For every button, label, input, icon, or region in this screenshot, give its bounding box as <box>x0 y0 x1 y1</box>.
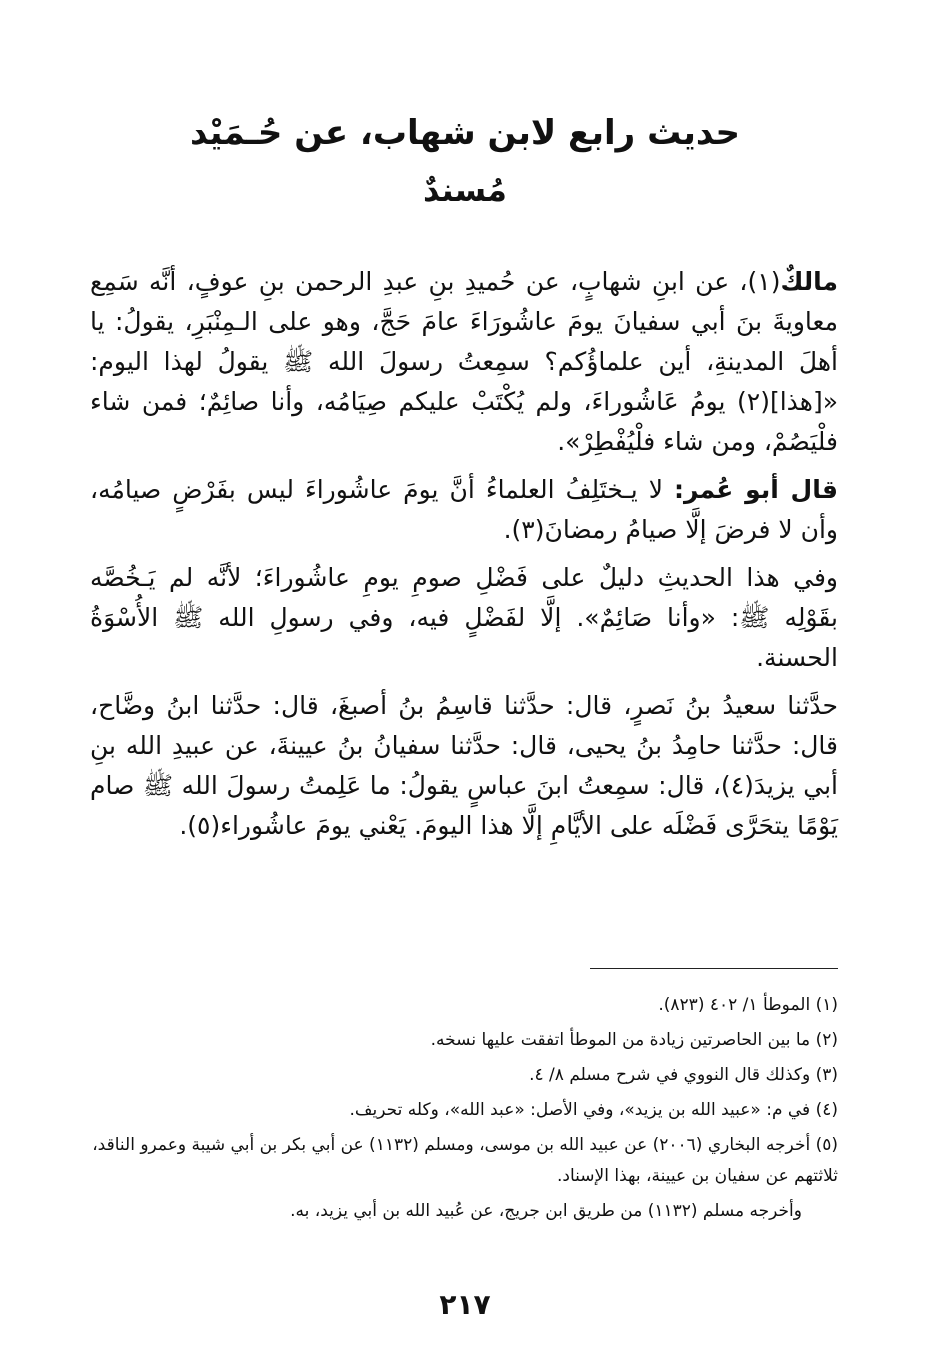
page-title: حديث رابع لابن شهاب، عن حُـمَيْد <box>190 113 740 153</box>
main-text <box>90 262 838 854</box>
paragraph-4 <box>90 686 838 846</box>
paragraph-3 <box>90 558 838 678</box>
footnote-5-continuation: وأخرجه مسلم (١١٣٢) من طريق ابن جريج، عن عُبيد الله بن أبي يزيد، به. <box>290 1201 802 1221</box>
footnote-1: (١) الموطأ ١/ ٤٠٢ (٨٢٣). <box>658 995 838 1015</box>
paragraph-text: حدَّثنا سعيدُ بنُ نَصرٍ، قال: حدَّثنا قاسِمُ بنُ أصبغَ، قال: حدَّثنا ابنُ وضَّاح، قال: حدَّثنا حامِدُ بنُ يحيى، قال: حدَّثنا سفيانُ بنُ عيينةَ، عن عبيدِ الله بنِ أبي يزيدَ(٤)، قال: سمِعتُ ابنَ عباسٍ يقولُ: ما عَلِمتُ رسولَ الله ﷺ صام يَوْمًا يتحَرَّى فَضْلَه على الأيَّامِ إلَّا هذا اليومَ. يَعْني يومَ عاشُوراء(٥). <box>90 691 838 840</box>
paragraph-text: (١)، عن ابنِ شهابٍ، عن حُميدِ بنِ عبدِ الرحمن بنِ عوفٍ، أنَّه سَمِع معاويةَ بنَ أبي سفيانَ يومَ عاشُورَاءَ عامَ حَجَّ، وهو على الـمِنْبَرِ، يقولُ: يا أهلَ المدينةِ، أين علماؤُكم؟ سمِعتُ رسولَ الله ﷺ يقولُ لهذا اليوم: «[هذا](٢) يومُ عَاشُوراءَ، ولم يُكْتَبْ عليكم صِيَامُه، وأنا صائِمٌ؛ فمن شاء فلْيَصُمْ، ومن شاء فلْيُفْطِرْ». <box>90 267 838 456</box>
paragraph-lead: مالكٌ <box>780 267 838 296</box>
footnote-4: (٤) في م: «عبيد الله بن يزيد»، وفي الأصل: «عبد الله»، وكله تحريف. <box>349 1100 838 1120</box>
paragraph-text: لا يـختَلِفُ العلماءُ أنَّ يومَ عاشُوراءَ ليس بفَرْضٍ صيامُه، وأن لا فرضَ إلَّا صيامُ رمضانَ(٣). <box>90 475 838 544</box>
footnotes <box>90 990 838 1231</box>
footnote-5: (٥) أخرجه البخاري (٢٠٠٦) عن عبيد الله بن موسى، ومسلم (١١٣٢) عن أبي بكر بن أبي شيبة وعمرو الناقد، ثلاثتهم عن سفيان بن عيينة، بهذا الإسناد. <box>92 1135 838 1186</box>
paragraph-text: وفي هذا الحديثِ دليلٌ على فَضْلِ صومِ يومِ عاشُوراءَ؛ لأنَّه لم يَـخُصَّه بقَوْلِه ﷺ: «وأنا صَائِمٌ». إلَّا لفَضْلٍ فيه، وفي رسولِ الله ﷺ الأُسْوَةُ الحسنة. <box>90 563 838 672</box>
footnote-2: (٢) ما بين الحاصرتين زيادة من الموطأ اتفقت عليها نسخه. <box>430 1030 838 1050</box>
paragraph-1 <box>90 262 838 462</box>
footnote-3: (٣) وكذلك قال النووي في شرح مسلم ٨/ ٤. <box>529 1065 838 1085</box>
paragraph-lead: قال أبو عُمر: <box>673 475 838 504</box>
paragraph-2 <box>90 470 838 550</box>
page-number: ٢١٧ <box>439 1288 491 1321</box>
page-subtitle: مُسندٌ <box>423 171 507 209</box>
footnote-divider <box>590 968 838 969</box>
